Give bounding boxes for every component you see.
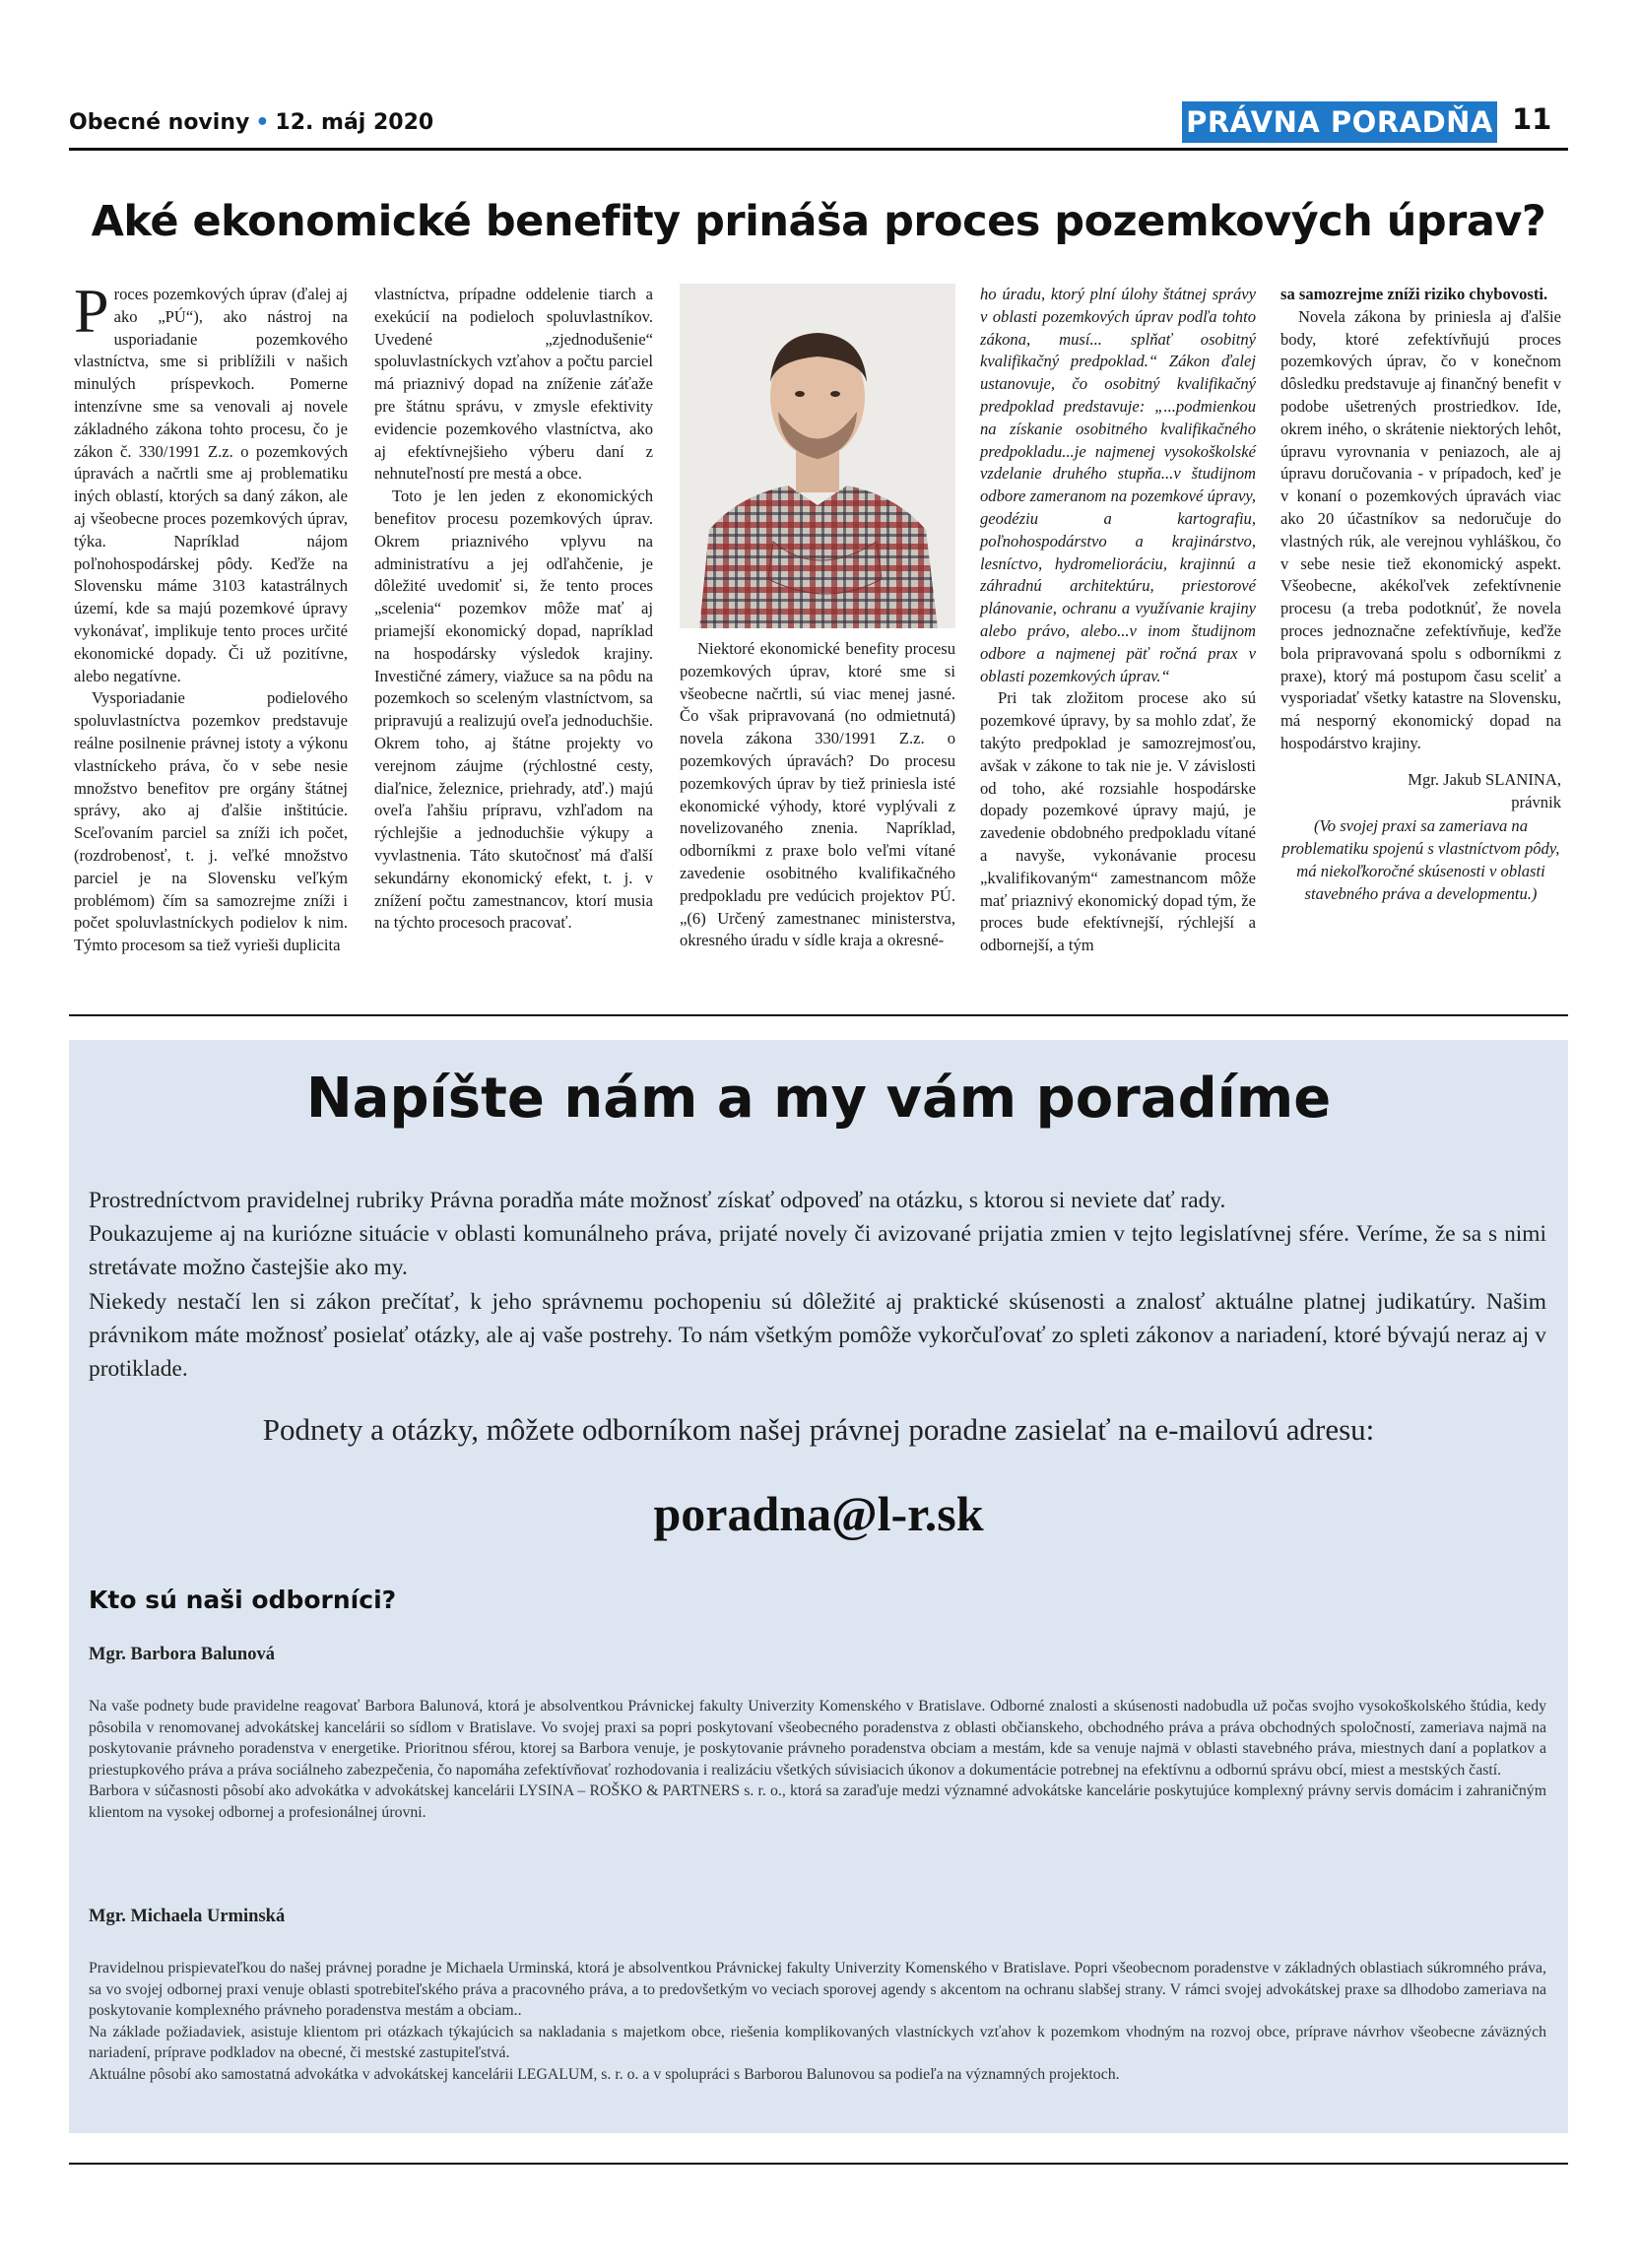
expert-bio xyxy=(89,1958,1546,2085)
bio-paragraph: Na vaše podnety bude pravidelne reagovať Barbora Balunová, ktorá je absolventkou Právnickej fakulty Univerzity Komenského v Bratislave. Odborné znalosti a skúsenosti nadobudla už počas svojho vysokoškolského štúdia, kedy pôsobila v renomovanej advokátskej kancelárii so sídlom v Bratislave. Vo svojej praxi sa popri poskytovaní všeobecného poradenstva z oblasti občianskeho, obchodného práva a práva obchodných spoločností, zameriava najmä na poskytovanie právneho poradenstva v energetike. Prioritnou sférou, ktorej sa Barbora venuje, je poskytovanie právneho poradenstva obciam a mestám, kde sa venuje najmä v oblasti stavebného práva, miestnych daní a poplatkov a priestupkového práva a práva sociálneho zabezpečenia, čo napomáha zefektívňovať rozhodovania i realizáciu všetkých súvisiacich úkonov a dokumentácie potrebnej na efektívnu a odbornú správu obcí, miest a mestských častí. xyxy=(89,1698,1546,1779)
footer-rule xyxy=(69,2163,1568,2165)
intro-paragraph: Prostredníctvom pravidelnej rubriky Právna poradňa máte možnosť získať odpoveď na otázku, s ktorou si neviete dať rady. xyxy=(89,1188,1226,1213)
article-rule xyxy=(69,1014,1568,1016)
intro-paragraph: Niekedy nestačí len si zákon prečítať, k jeho správnemu pochopeniu sú dôležité aj praktické skúsenosti a znalosť aktuálne platnej judikatúry. Našim právnikom máte možnosť posielať otázky, ale aj vaše postrehy. To nám všetkým pomôže vykorčuľovať zo spleti zákonov a nariadení, ktoré bývajú neraz aj v protiklade. xyxy=(89,1288,1546,1383)
expert-name: Mgr. Michaela Urminská xyxy=(89,1907,286,1926)
page-number: 11 xyxy=(1512,102,1552,136)
paragraph: sa samozrejme zníži riziko chybovosti. xyxy=(1280,285,1548,303)
drop-cap: P xyxy=(74,276,109,346)
article-column-1 xyxy=(74,276,348,957)
bio-paragraph: Aktuálne pôsobí ako samostatná advokátka v advokátskej kancelárii LEGALUM, s. r. o. a v spolupráci s Barborou Balunovou sa podieľa na významných projektoch. xyxy=(89,2065,1120,2083)
portrait-image xyxy=(680,284,955,628)
article-title: Aké ekonomické benefity prináša proces pozemkových úprav? xyxy=(91,197,1546,246)
author-role: právnik xyxy=(1511,792,1561,811)
article-column-5 xyxy=(1280,284,1561,906)
author-name: Mgr. Jakub SLANINA, xyxy=(1408,769,1561,789)
paper-name: Obecné noviny xyxy=(69,110,250,135)
article-column-2 xyxy=(374,284,653,935)
paragraph: Novela zákona by priniesla aj ďalšie body, ktoré zefektívňujú proces pozemkových úprav, čo v konečnom dôsledku predstavuje aj finančný benefit v podobe ušetrených prostriedkov. Ide, okrem iného, o skrátenie niektorých lehôt, úpravu vyrovnania v peniazoch, ale aj úpravu doručovania - v prípadoch, keď je v konaní o pozemkových úpravách viac ako 20 účastníkov sa nedoručuje do vlastných rúk, ale verejnou vyhláškou, čo v sebe nesie tiež ekonomický aspekt. Všeobecne, akékoľvek zefektívnenie procesu (a treba podotknúť, že novela proces jednoznačne zefektívňuje, keďže bola pripravovaná spolu s odborníkmi z praxe), ktorý má postupom času sceliť a vysporiadať všetky katastre na Slovensku, má nesporný ekonomický dopad na hospodárstvo krajiny. xyxy=(1280,306,1561,752)
bio-paragraph: Na základe požiadaviek, asistuje klientom pri otázkach týkajúcich sa nakladania s majetkom obce, riešenia komplikovaných vlastníckych vzťahov k pozemkom vhodným na rozvoj obce, príprave návrhov všeobecne záväzných nariadení, príprave podkladov na obecné, či mestské zastupiteľstvá. xyxy=(89,2023,1546,2061)
intro-paragraph: Poukazujeme aj na kuriózne situácie v oblasti komunálneho práva, prijaté novely či avizované prijatia zmien v tejto legislatívnej sfére. Veríme, že sa s nimi stretávate možno častejšie ako my. xyxy=(89,1221,1546,1281)
article-column-3 xyxy=(680,638,955,952)
expert-name: Mgr. Barbora Balunová xyxy=(89,1645,275,1664)
paragraph: Pri tak zložitom procese ako sú pozemkové úpravy, by sa mohlo zdať, že takýto predpoklad je samozrejmosťou, avšak v zákone to tak nie je. V závislosti od toho, aké rozsiahle hospodárske dopady pozemkové úpravy majú, je zavedenie obdobného predpokladu vítané a navyše, vykonávanie procesu „kvalifikovaným“ zamestnancom môže mať priaznivý ekonomický dopad tým, že proces bude efektívnejší, rýchlejší a odbornejší, a tým xyxy=(980,688,1256,955)
expert-bio xyxy=(89,1696,1546,1823)
article-column-4 xyxy=(980,284,1256,957)
bio-paragraph: Pravidelnou prispievateľkou do našej právnej poradne je Michaela Urminská, ktorá je absolventkou Právnickej fakulty Univerzity Komenského v Bratislave. Popri všeobecnom poradenstve v základných oblastiach súkromného práva, sa vo svojej odbornej praxi venuje oblasti spotrebiteľského práva a pracovného práva, a to predovšetkým vo veciach sporovej agendy s akcentom na ochranu slabšej strany. V rámci svojej advokátskej praxe sa dlhodobo zameriava na poskytovanie komplexného právneho poradenstva mestám a obciam.. xyxy=(89,1960,1546,2019)
author-photo xyxy=(680,284,955,628)
promo-title: Napíšte nám a my vám poradíme xyxy=(305,1067,1332,1131)
paragraph: Niektoré ekonomické benefity procesu pozemkových úprav, ktoré sme si všeobecne načrtli, sú viac menej jasné. Čo však pripravovaná (no odmietnutá) novela zákona 330/1991 Z.z. o pozemkových úpravách? Do procesu pozemkových úprav by tiež priniesla isté ekonomické výhody, ktoré vyplývali z novelizovaného znenia. Napríklad, odborníkmi z praxe bolo veľmi vítané zavedenie osobitného kvalifikačného predpokladu pre vedúcich projektov PÚ. „(6) Určený zamestnanec ministerstva, okresného úradu v sídle kraja a okresné- xyxy=(680,639,955,950)
header-rule xyxy=(69,148,1568,151)
paragraph: vlastníctva, prípadne oddelenie tiarch a exekúcií na podieloch spoluvlastníkov. Uvedené „zjednodušenie“ spoluvlastníckych vzťahov a počtu parciel má priaznivý dopad na zníženie záťaže pre štátnu správu, v zmysle efektivity evidencie pozemkového vlastníctva, ako aj efektívnejšieho výberu daní z nehnuteľností pre mestá a obce. xyxy=(374,285,653,484)
contact-email-link[interactable]: poradna@l-r.sk xyxy=(653,1486,984,1541)
section-label: PRÁVNA PORADŇA xyxy=(1182,101,1497,143)
separator-dot: • xyxy=(255,110,270,135)
paragraph: ho úradu, ktorý plní úlohy štátnej správy v oblasti pozemkových úprav podľa tohto zákona, musí... splňať osobitný kvalifikačný predpoklad.“ Zákon ďalej ustanovuje, čo osobitný kvalifikačný predpoklad predstavuje: „...podmienkou na získanie osobitného kvalifikačného predpokladu...je najmenej vysokoškolské vzdelanie druhého stupňa...v študijnom odbore zameranom na pozemkové úpravy, geodéziu a kartografiu, poľnohospodárstvo a krajinárstvo, lesníctvo, hydromelioráciu, krajinnú a záhradnú architektúru, priestorové plánovanie, ochranu a využívanie krajiny alebo právo, alebo...v inom študijnom odbore a najmenej päť ročná prax v oblasti pozemkových úprav.“ xyxy=(980,285,1256,685)
issue-date: 12. máj 2020 xyxy=(275,110,434,135)
author-signature xyxy=(1280,769,1561,814)
paragraph: Vysporiadanie podielového spoluvlastníctva pozemkov predstavuje reálne posilnenie právnej istoty a výkonu vlastníckeho práva, čo v sebe nesie množstvo benefitov pre orgány štátnej správy, ako aj ďalšie inštitúcie. Sceľovaním parciel sa zníži ich počet, (rozdrobenosť, t. j. veľké množstvo parciel je na Slovensku veľkým problémom) čím sa samozrejme zníži i počet spoluvlastníckych podielov k nim. Týmto procesom sa tiež vyrieši duplicita xyxy=(74,688,348,955)
paragraph: Toto je len jeden z ekonomických benefitov procesu pozemkových úprav. Okrem priaznivého vplyvu na administratívu a jej odľahčenie, je dôležité uvedomiť si, že tento proces „scelenia“ pozemkov môže mať aj priamejší ekonomický dopad, napríklad na hospodársky výsledok krajiny. Investičné zámery, viažuce sa na pôdu na pozemkoch so sceleným vlastníctvom, sa pripravujú a realizujú oveľa jednoduchšie. Okrem toho, aj štátne projekty vo verejnom záujme (rýchlostné cesty, diaľnice, železnice, priehrady, atď.) majú oveľa ľahšiu prípravu, vzhľadom na rýchlejšie a jednoduchšie výkupy a vyvlastnenia. Táto skutočnosť má ďalší sekundárny ekonomický efekt, t. j. v znížení počtu zamestnancov, ktorí musia na týchto procesoch pracovať. xyxy=(374,486,653,933)
paragraph: Proces pozemkových úprav (ďalej aj ako „PÚ“), ako nástroj na usporiadanie pozemkového vlastníctva, sme si priblížili v našich minulých príspevkoch. Pomerne intenzívne sme sa venovali aj novele základného zákona tohto procesu, čo je zákon č. 330/1991 Z.z. o pozemkových úpravách a načrtli sme aj problematiku iných oblastí, ktorých sa daný zákon, ale aj všeobecne proces pozemkových úprav, týka. Napríklad nájom poľnohospodárskej pôdy. Keďže na Slovensku máme 3103 katastrálnych území, kde sa majú pozemkové úpravy vykonávať, implikuje tento proces určité ekonomické dopady. Či už pozitívne, alebo negatívne. xyxy=(74,276,348,685)
experts-heading: Kto sú naši odborníci? xyxy=(89,1586,397,1614)
masthead xyxy=(69,110,433,135)
promo-intro xyxy=(89,1184,1546,1386)
author-note: (Vo svojej praxi sa zameriava na problematiku spojenú s vlastníctvom pôdy, má niekoľkoročné skúsenosti v oblasti stavebného práva a developmentu.) xyxy=(1281,816,1560,903)
bio-paragraph: Barbora v súčasnosti pôsobí ako advokátka v advokátskej kancelárii LYSINA – ROŠKO & PARTNERS s. r. o., ktorá sa zaraďuje medzi významné advokátske kancelárie poskytujúce komplexný právny servis domácim i zahraničným klientom na vysokej odbornej a profesionálnej úrovni. xyxy=(89,1782,1546,1821)
contact-prompt: Podnety a otázky, môžete odborníkom našej právnej poradne zasielať na e-mailovú adresu: xyxy=(262,1412,1375,1447)
